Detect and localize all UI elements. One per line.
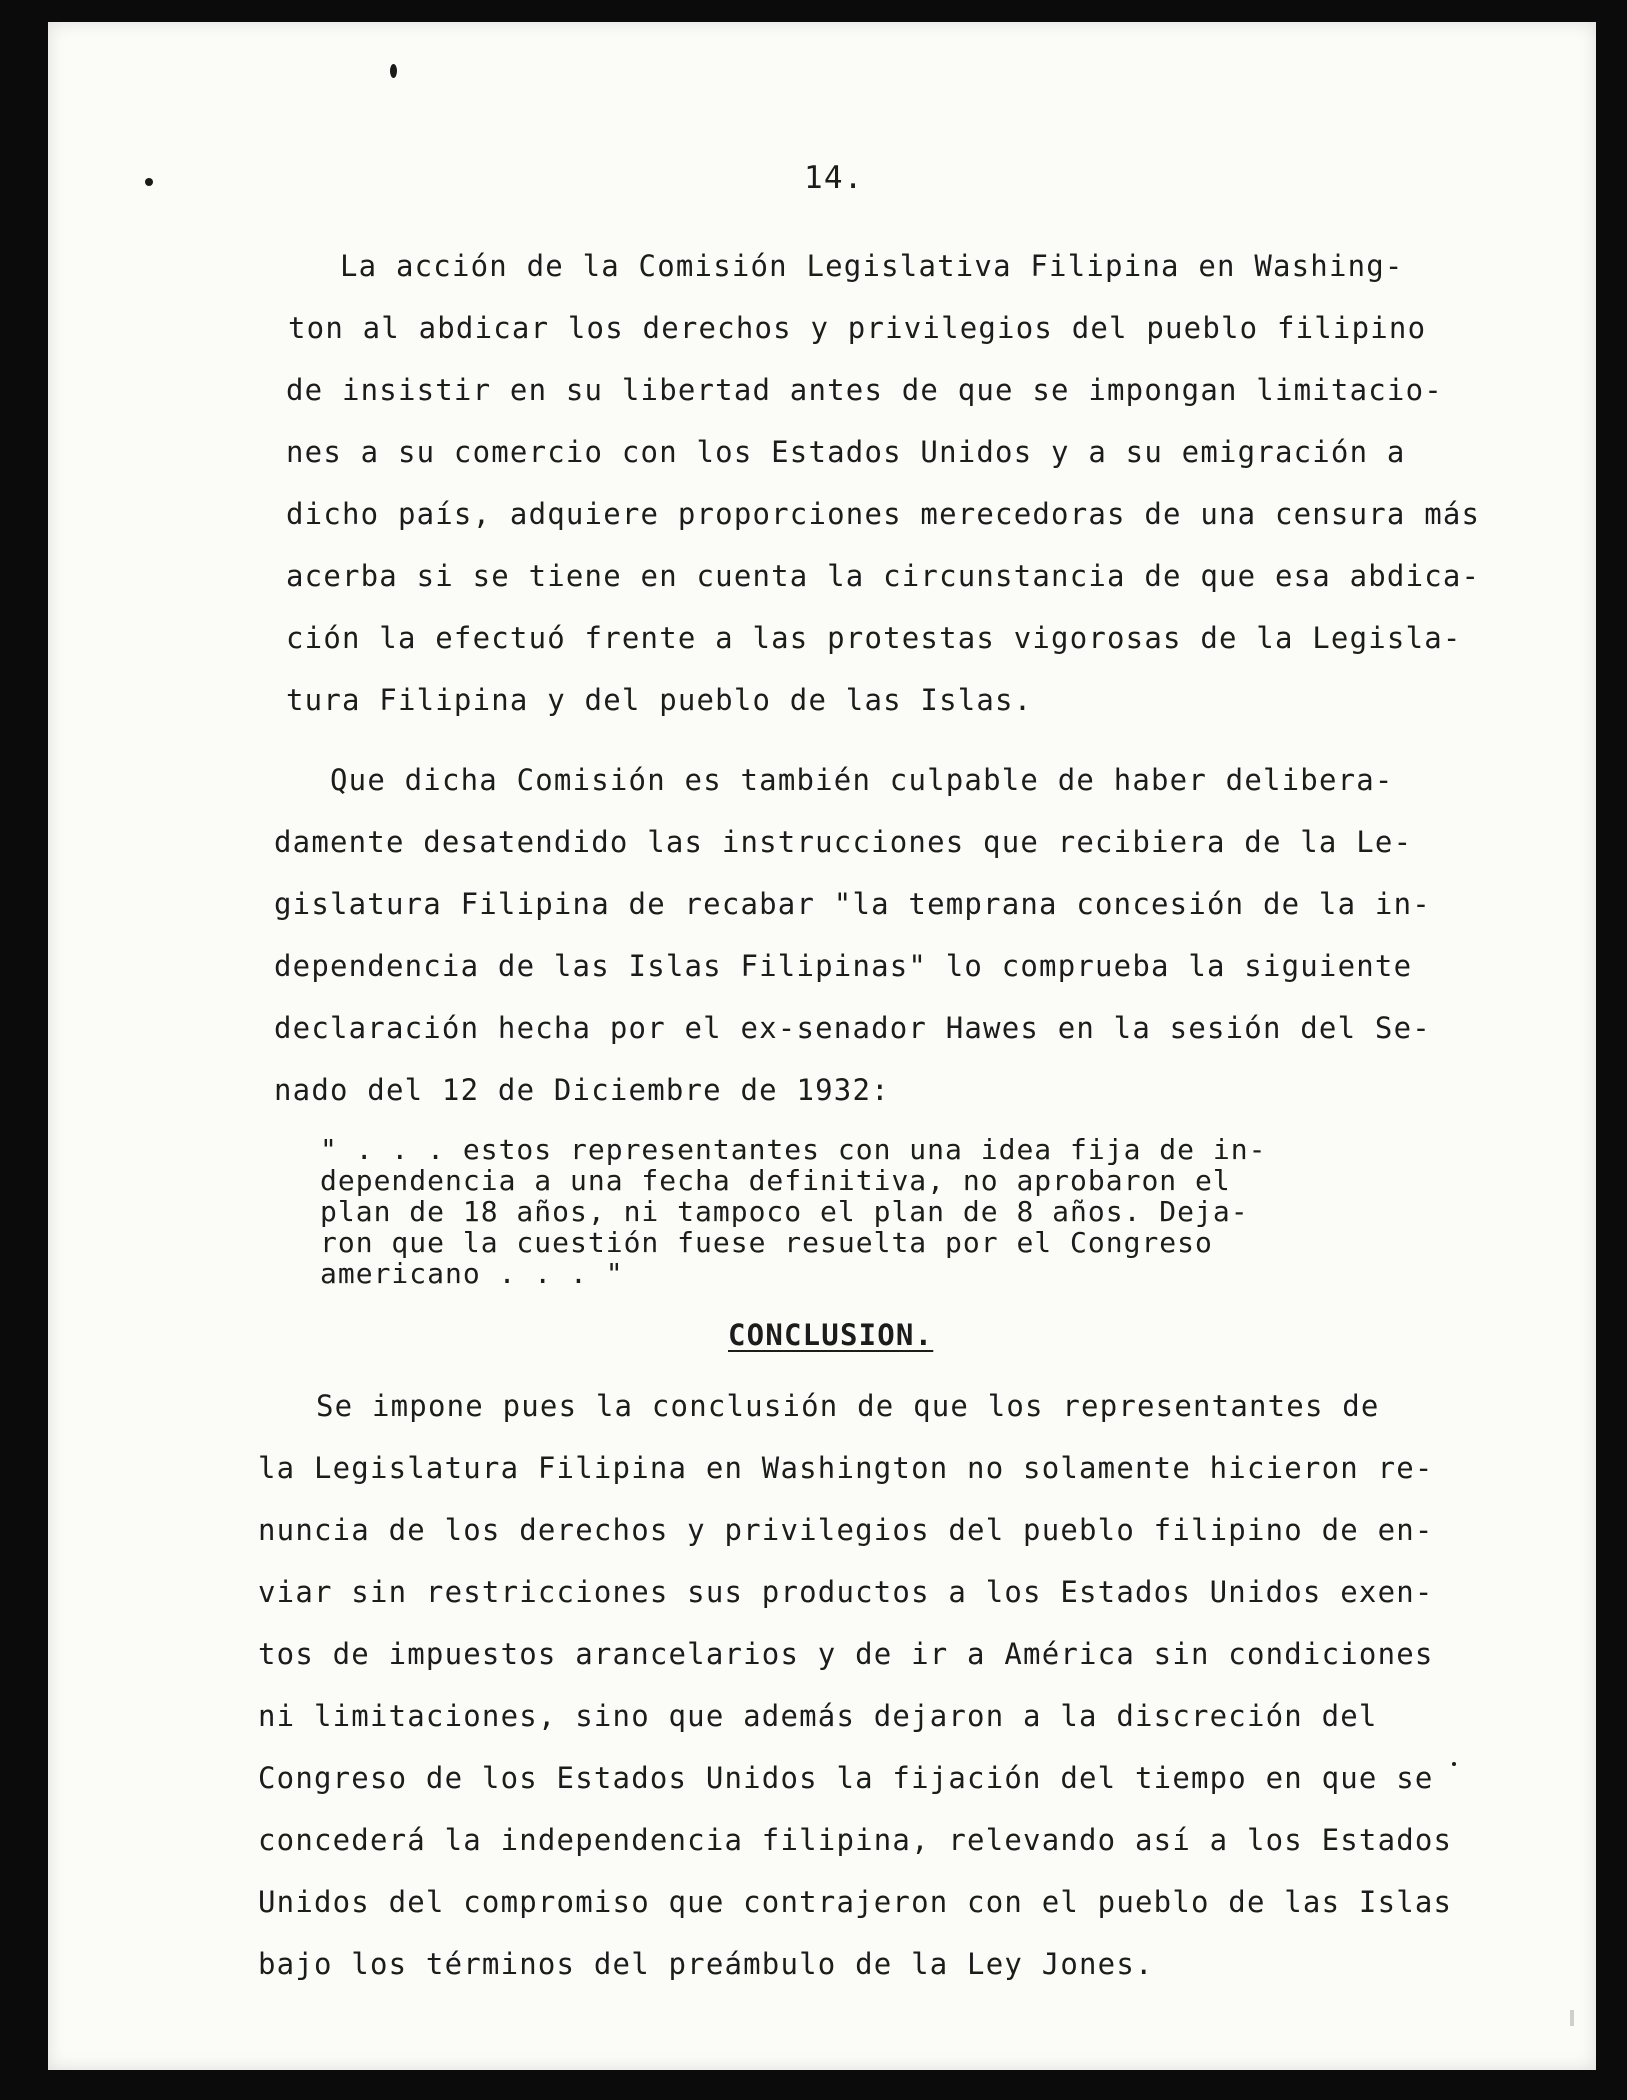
paragraph-line: damente desatendido las instrucciones que recibiera de la Le- bbox=[274, 825, 1413, 859]
scan-edge-mark bbox=[1570, 2010, 1574, 2026]
quote-line: plan de 18 años, ni tampoco el plan de 8 años. Deja- bbox=[320, 1195, 1249, 1228]
paragraph-line: dependencia de las Islas Filipinas" lo comprueba la siguiente bbox=[274, 949, 1413, 983]
paragraph-line: ción la efectuó frente a las protestas vigorosas de la Legisla- bbox=[286, 621, 1462, 655]
paragraph-line: Que dicha Comisión es también culpable de haber delibera- bbox=[330, 763, 1394, 797]
paragraph-line: tura Filipina y del pueblo de las Islas. bbox=[286, 683, 1033, 717]
ink-speck bbox=[390, 64, 397, 78]
paragraph-line: nuncia de los derechos y privilegios del pueblo filipino de en- bbox=[258, 1513, 1434, 1547]
conclusion-heading: CONCLUSION. bbox=[728, 1318, 934, 1352]
paragraph-line: nado del 12 de Diciembre de 1932: bbox=[274, 1073, 890, 1107]
ink-speck bbox=[1452, 1762, 1456, 1766]
paragraph-line: concederá la independencia filipina, relevando así a los Estados bbox=[258, 1823, 1453, 1857]
paragraph-line: ton al abdicar los derechos y privilegios del pueblo filipino bbox=[288, 311, 1427, 345]
paragraph-line: bajo los términos del preámbulo de la Ley Jones. bbox=[258, 1947, 1154, 1981]
quote-line: americano . . . " bbox=[320, 1257, 624, 1290]
paragraph-line: viar sin restricciones sus productos a los Estados Unidos exen- bbox=[258, 1575, 1434, 1609]
paragraph-line: nes a su comercio con los Estados Unidos y a su emigración a bbox=[286, 435, 1406, 469]
paragraph-line: gislatura Filipina de recabar "la temprana concesión de la in- bbox=[274, 887, 1431, 921]
quote-line: dependencia a una fecha definitiva, no aprobaron el bbox=[320, 1164, 1231, 1197]
quote-line: " . . . estos representantes con una idea fija de in- bbox=[320, 1133, 1267, 1166]
paragraph-line: tos de impuestos arancelarios y de ir a América sin condiciones bbox=[258, 1637, 1434, 1671]
paragraph-line: Congreso de los Estados Unidos la fijación del tiempo en que se bbox=[258, 1761, 1434, 1795]
paragraph-line: La acción de la Comisión Legislativa Filipina en Washing- bbox=[340, 249, 1404, 283]
paragraph-line: dicho país, adquiere proporciones merecedoras de una censura más bbox=[286, 497, 1481, 531]
document-page bbox=[48, 22, 1596, 2070]
paragraph-line: declaración hecha por el ex-senador Hawes en la sesión del Se- bbox=[274, 1011, 1431, 1045]
paragraph-line: acerba si se tiene en cuenta la circunstancia de que esa abdica- bbox=[286, 559, 1481, 593]
paragraph-line: de insistir en su libertad antes de que se impongan limitacio- bbox=[286, 373, 1443, 407]
ink-speck bbox=[145, 178, 153, 186]
paragraph-line: Se impone pues la conclusión de que los representantes de bbox=[316, 1389, 1380, 1423]
quote-line: ron que la cuestión fuese resuelta por el Congreso bbox=[320, 1226, 1213, 1259]
paragraph-line: la Legislatura Filipina en Washington no solamente hicieron re- bbox=[258, 1451, 1434, 1485]
paragraph-line: Unidos del compromiso que contrajeron con el pueblo de las Islas bbox=[258, 1885, 1453, 1919]
page-number: 14. bbox=[804, 160, 864, 196]
paragraph-line: ni limitaciones, sino que además dejaron a la discreción del bbox=[258, 1699, 1378, 1733]
